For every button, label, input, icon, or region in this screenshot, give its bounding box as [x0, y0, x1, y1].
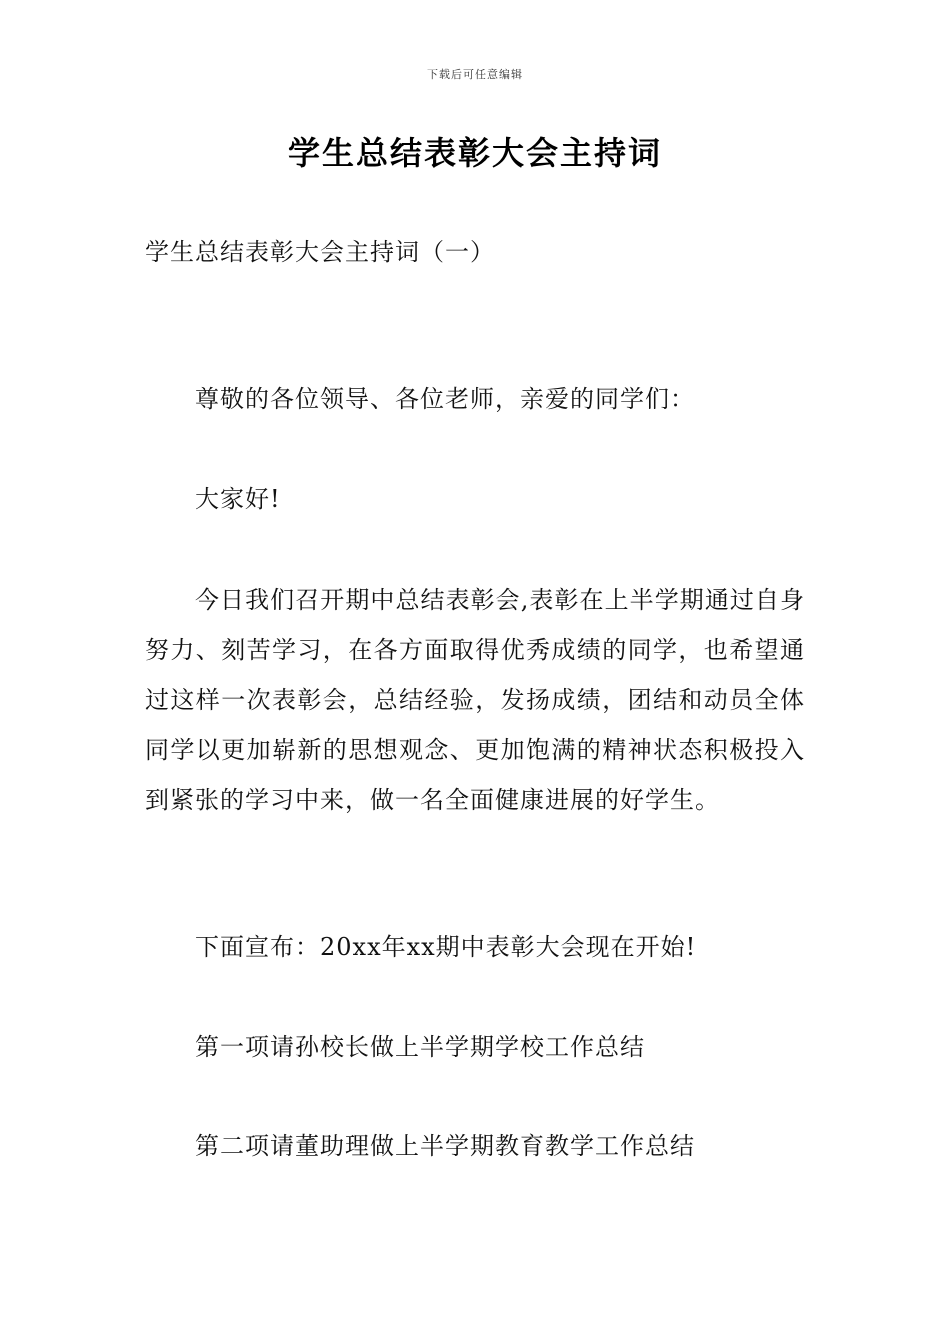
header-note: 下载后可任意编辑 [427, 68, 523, 81]
announcement-paragraph: 下面宣布：20xx年xx期中表彰大会现在开始! [195, 933, 697, 961]
document-title: 学生总结表彰大会主持词 [287, 134, 662, 172]
body-paragraph: 今日我们召开期中总结表彰会,表彰在上半学期通过自身努力、刻苦学习，在各方面取得优秀成绩的同学，也希望通过这样一次表彰会，总结经验，发扬成绩，团结和动员全体同学以更加崭新的思想观念、更加饱满的精神状态积极投入到紧张的学习中来，做一名全面健康进展的好学生。 [145, 586, 805, 814]
greeting-paragraph: 尊敬的各位领导、各位老师，亲爱的同学们： [195, 385, 695, 413]
section-subtitle: 学生总结表彰大会主持词（一） [145, 238, 495, 266]
agenda-item-2: 第二项请董助理做上半学期教育教学工作总结 [195, 1132, 695, 1160]
hello-paragraph: 大家好! [195, 485, 281, 513]
agenda-item-1: 第一项请孙校长做上半学期学校工作总结 [195, 1033, 645, 1061]
